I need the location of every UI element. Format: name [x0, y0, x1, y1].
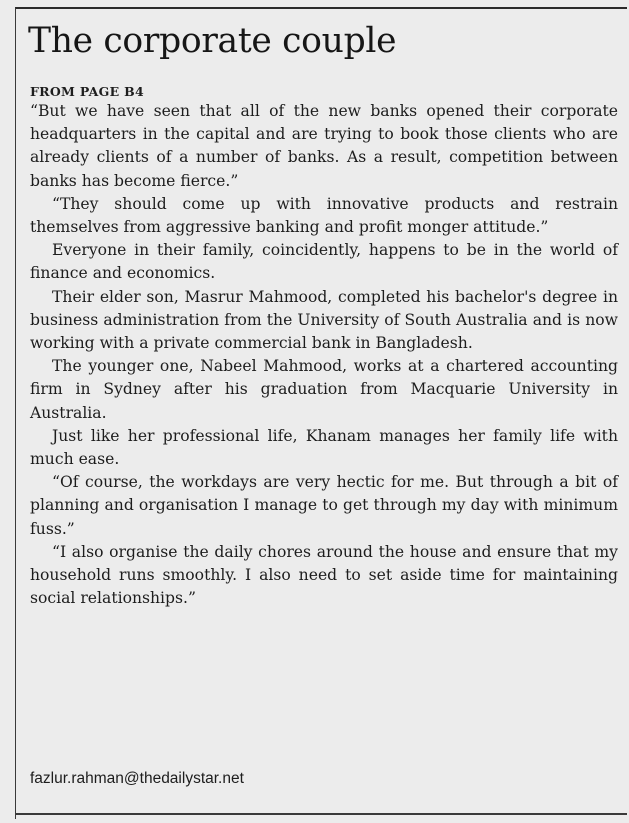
paragraph-3: Everyone in their family, coincidently, happens to be in the world of finance and economics. [30, 241, 618, 283]
paragraph-6: Just like her professional life, Khanam manages her family life with much ease. [30, 426, 618, 469]
author-email: fazlur.rahman@thedailystar.net [30, 770, 244, 787]
paragraph-7: “Of course, the workdays are very hectic for me. But through a bit of planning and organisation I manage to get through my day with minimum fuss.” [30, 473, 618, 538]
bottom-rule [16, 813, 627, 815]
paragraph-4: Their elder son, Masrur Mahmood, completed his bachelor's degree in business administration from the University of South Australia and is now working with a private commercial bank in Bangladesh. [30, 287, 618, 353]
paragraph-1: “But we have seen that all of the new banks opened their corporate headquarters in the capital and are trying to book those clients who are already clients of a number of banks. As a result, competition between banks has become fierce.” [30, 102, 618, 190]
paragraph-2: “They should come up with innovative products and restrain themselves from aggressive banking and profit monger attitude.” [30, 194, 618, 237]
paragraph-5: The younger one, Nabeel Mahmood, works at a chartered accounting firm in Sydney after his graduation from Macquarie University in Australia. [30, 357, 618, 422]
jump-kicker: FROM PAGE B4 [30, 84, 144, 99]
headline: The corporate couple [28, 21, 397, 61]
article-body [30, 100, 618, 610]
paragraph-8: “I also organise the daily chores around the house and ensure that my household runs smoothly. I also need to set aside time for maintaining social relationships.” [30, 542, 618, 608]
